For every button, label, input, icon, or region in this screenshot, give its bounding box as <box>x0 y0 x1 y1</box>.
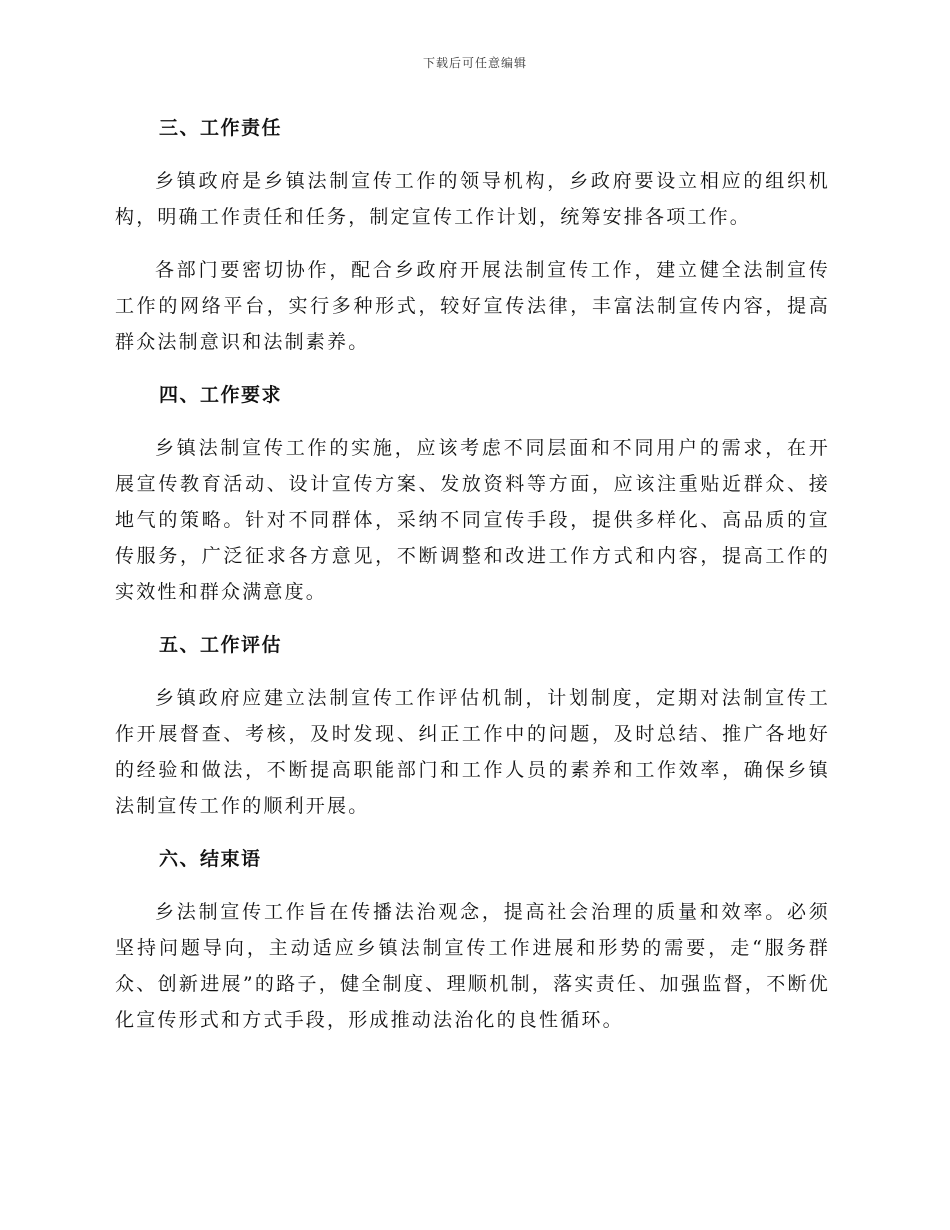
page-header: 下载后可任意编辑 <box>422 56 527 70</box>
section-conclusion <box>115 841 830 1038</box>
section-heading: 三、工作责任 <box>159 117 283 139</box>
paragraph: 乡镇政府是乡镇法制宣传工作的领导机构，乡政府要设立相应的组织机构，明确工作责任和任务，制定宣传工作计划，统筹安排各项工作。 <box>115 170 830 228</box>
document-body <box>115 110 830 1038</box>
paragraph: 乡法制宣传工作旨在传播法治观念，提高社会治理的质量和效率。必须坚持问题导向，主动适应乡镇法制宣传工作进展和形势的需要，走“服务群众、创新进展”的路子，健全制度、理顺机制，落实责任、加强监督，不断优化宣传形式和方式手段，形成推动法治化的良性循环。 <box>115 901 830 1031</box>
section-heading: 四、工作要求 <box>159 384 283 406</box>
section-heading: 六、结束语 <box>159 848 262 870</box>
section-responsibility <box>115 110 830 377</box>
paragraph: 乡镇法制宣传工作的实施，应该考虑不同层面和不同用户的需求，在开展宣传教育活动、设计宣传方案、发放资料等方面，应该注重贴近群众、接地气的策略。针对不同群体，采纳不同宣传手段，提供多样化、高品质的宣传服务，广泛征求各方意见，不断调整和改进工作方式和内容，提高工作的实效性和群众满意度。 <box>115 437 830 603</box>
section-heading: 五、工作评估 <box>159 634 283 656</box>
section-requirements <box>115 377 830 627</box>
paragraph: 乡镇政府应建立法制宣传工作评估机制，计划制度，定期对法制宣传工作开展督查、考核，及时发现、纠正工作中的问题，及时总结、推广各地好的经验和做法，不断提高职能部门和工作人员的素养和工作效率，确保乡镇法制宣传工作的顺利开展。 <box>115 687 830 817</box>
paragraph: 各部门要密切协作，配合乡政府开展法制宣传工作，建立健全法制宣传工作的网络平台，实行多种形式，较好宣传法律，丰富法制宣传内容，提高群众法制意识和法制素养。 <box>115 259 830 353</box>
section-evaluation <box>115 627 830 841</box>
